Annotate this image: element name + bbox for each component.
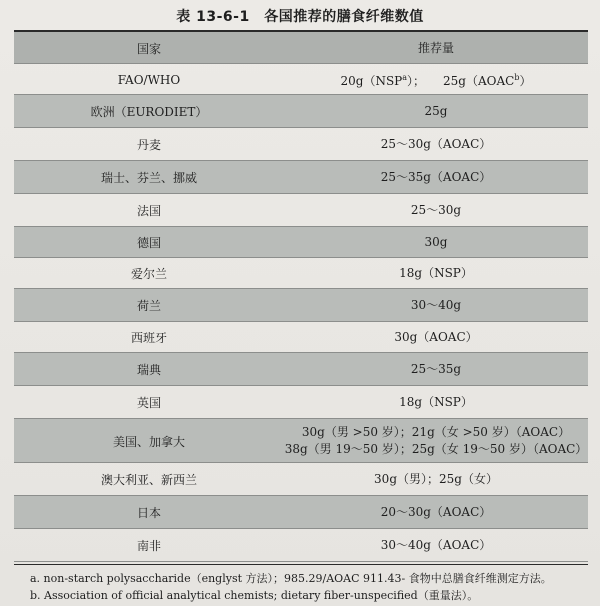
header-amount: 推荐量 (417, 40, 454, 55)
amount-cell (284, 394, 588, 411)
table-row (14, 419, 588, 463)
table-row (14, 463, 588, 496)
country-cell: 欧洲（EURODIET） (90, 105, 208, 119)
amount-line: 25～35g (410, 362, 462, 376)
amount-line: 18g（NSP） (399, 395, 473, 409)
country-cell: 爱尔兰 (130, 267, 167, 281)
fiber-recommendation-table (14, 32, 588, 562)
amount-cell (284, 329, 588, 346)
amount-line: 20g（NSP$^a$）； 25g（AOAC$^b$） (340, 73, 532, 88)
country-cell: 西班牙 (130, 331, 167, 345)
country-cell: 南非 (136, 539, 161, 553)
amount-line: 30g（男）；25g（女） (374, 472, 498, 486)
amount-cell (284, 424, 588, 458)
table-row (14, 386, 588, 419)
country-cell: 瑞士、芬兰、挪威 (100, 171, 197, 185)
table-row (14, 161, 588, 194)
country-cell: 丹麦 (136, 138, 161, 152)
amount-line: 30g（男 >50 岁）；21g（女 >50 岁）（AOAC） (301, 425, 571, 439)
table-row (14, 496, 588, 529)
amount-line: 38g（男 19～50 岁）；25g（女 19～50 岁）（AOAC） (284, 442, 588, 456)
amount-line: 30～40g (410, 298, 462, 312)
table-row (14, 128, 588, 161)
country-cell: 英国 (136, 396, 161, 410)
amount-cell (284, 69, 588, 90)
table-row (14, 194, 588, 227)
amount-line: 25～30g（AOAC） (380, 137, 492, 151)
table-header-row (14, 32, 588, 64)
country-cell: 瑞典 (136, 363, 161, 377)
amount-cell (284, 504, 588, 521)
amount-cell (284, 202, 588, 219)
amount-cell (284, 537, 588, 554)
table-row (14, 258, 588, 289)
amount-cell (284, 265, 588, 282)
amount-cell (284, 169, 588, 186)
amount-cell (284, 136, 588, 153)
table-row (14, 322, 588, 353)
table-row (14, 529, 588, 562)
table-row (14, 353, 588, 386)
amount-cell (284, 103, 588, 120)
country-cell: 日本 (136, 506, 161, 520)
amount-cell (284, 234, 588, 251)
table-bottom-rule (14, 564, 588, 565)
table-title: 表 13-6-1 各国推荐的膳食纤维数值 (176, 9, 424, 25)
country-cell: 美国、加拿大 (112, 434, 185, 449)
amount-cell (284, 361, 588, 378)
country-cell: 法国 (136, 204, 161, 218)
amount-line: 25～30g (410, 203, 462, 217)
table-row (14, 289, 588, 322)
country-cell: FAO/WHO (117, 72, 181, 87)
amount-line: 25g (424, 104, 448, 118)
country-cell: 澳大利亚、新西兰 (100, 473, 197, 487)
amount-cell (284, 471, 588, 488)
footnotes (30, 570, 590, 604)
amount-line: 20～30g（AOAC） (380, 505, 492, 519)
footnote-a: a. non-starch polysaccharide（englyst 方法）；985.29/AOAC 911.43- 食物中总膳食纤维测定方法。 (30, 572, 552, 585)
table-row (14, 64, 588, 95)
amount-line: 18g（NSP） (399, 266, 473, 280)
footnote-b: b. Association of official analytical chemists; dietary fiber-unspecified（重量法）。 (30, 589, 479, 602)
header-country: 国家 (136, 41, 161, 56)
table-row (14, 227, 588, 258)
amount-cell (284, 297, 588, 314)
country-cell: 德国 (136, 236, 161, 250)
amount-line: 30g (424, 235, 448, 249)
country-cell: 荷兰 (136, 299, 161, 313)
table-row (14, 95, 588, 128)
amount-line: 30～40g（AOAC） (380, 538, 492, 552)
amount-line: 30g（AOAC） (394, 330, 478, 344)
amount-line: 25～35g（AOAC） (380, 170, 492, 184)
